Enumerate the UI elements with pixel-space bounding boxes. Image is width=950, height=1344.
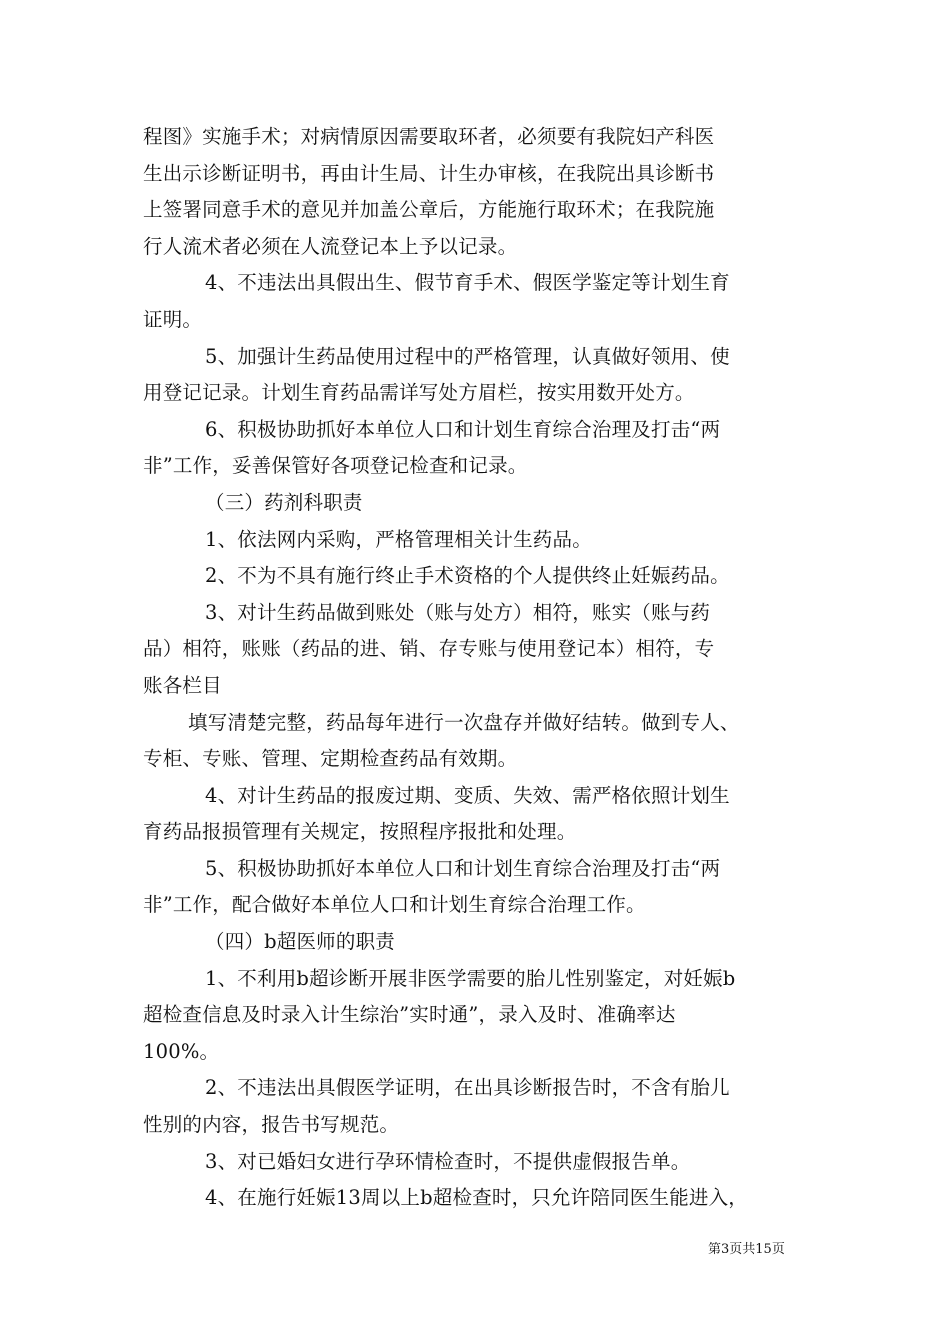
paragraph-line: 生出示诊断证明书，再由计生局、计生办审核，在我院出具诊断书 <box>143 161 715 185</box>
paragraph-line: 4、在施行妊娠13周以上b超检查时，只允许陪同医生能进入， <box>205 1186 749 1210</box>
paragraph-line: 4、对计生药品的报废过期、变质、失效、需严格依照计划生 <box>205 783 730 807</box>
paragraph-line: 3、对计生药品做到账处（账与处方）相符，账实（账与药 <box>205 600 711 624</box>
paragraph-line: 用登记记录。计划生育药品需详写处方眉栏，按实用数开处方。 <box>143 381 695 405</box>
paragraph-line: 100%。 <box>143 1039 220 1063</box>
section-heading: （三）药剂科职责 <box>205 490 363 514</box>
paragraph-line: 账各栏目 <box>143 673 222 697</box>
paragraph-line: 行人流术者必须在人流登记本上予以记录。 <box>143 234 518 258</box>
paragraph-line: 4、不违法出具假出生、假节育手术、假医学鉴定等计划生育 <box>205 271 730 295</box>
paragraph-line: 性别的内容，报告书写规范。 <box>143 1113 400 1137</box>
page-number-footer: 第3页共15页 <box>708 1242 785 1257</box>
paragraph-line: 上签署同意手术的意见并加盖公章后，方能施行取环术；在我院施 <box>143 198 715 222</box>
paragraph-line: 3、对已婚妇女进行孕环情检查时，不提供虚假报告单。 <box>205 1149 691 1173</box>
paragraph-line: 品）相符，账账（药品的进、销、存专账与使用登记本）相符，专 <box>143 637 715 661</box>
paragraph-line: 证明。 <box>143 307 203 331</box>
paragraph-line: 非”工作，配合做好本单位人口和计划生育综合治理工作。 <box>143 893 646 917</box>
paragraph-line: 2、不违法出具假医学证明，在出具诊断报告时，不含有胎儿 <box>205 1076 730 1100</box>
document-body <box>143 119 815 1217</box>
paragraph-line: 1、不利用b超诊断开展非医学需要的胎儿性别鉴定，对妊娠b <box>205 966 736 990</box>
paragraph-line: 程图》实施手术；对病情原因需要取环者，必须要有我院妇产科医 <box>143 125 715 148</box>
paragraph-line: 填写清楚完整，药品每年进行一次盘存并做好结转。做到专人、 <box>188 710 740 734</box>
paragraph-line: 超检查信息及时录入计生综治”实时通”，录入及时、准确率达 <box>143 1003 676 1027</box>
paragraph-line: 专柜、专账、管理、定期检查药品有效期。 <box>143 747 518 771</box>
section-heading: （四）b超医师的职责 <box>205 930 395 954</box>
paragraph-line: 5、积极协助抓好本单位人口和计划生育综合治理及打击“两 <box>205 856 721 880</box>
paragraph-line: 非”工作，妥善保管好各项登记检查和记录。 <box>143 454 528 478</box>
paragraph-line: 育药品报损管理有关规定，按照程序报批和处理。 <box>143 820 577 844</box>
paragraph-line: 2、不为不具有施行终止手术资格的个人提供终止妊娠药品。 <box>205 564 730 588</box>
paragraph-line: 1、依法网内采购，严格管理相关计生药品。 <box>205 527 592 551</box>
paragraph-line: 6、积极协助抓好本单位人口和计划生育综合治理及打击“两 <box>205 417 721 441</box>
paragraph-line: 5、加强计生药品使用过程中的严格管理，认真做好领用、使 <box>205 344 730 368</box>
